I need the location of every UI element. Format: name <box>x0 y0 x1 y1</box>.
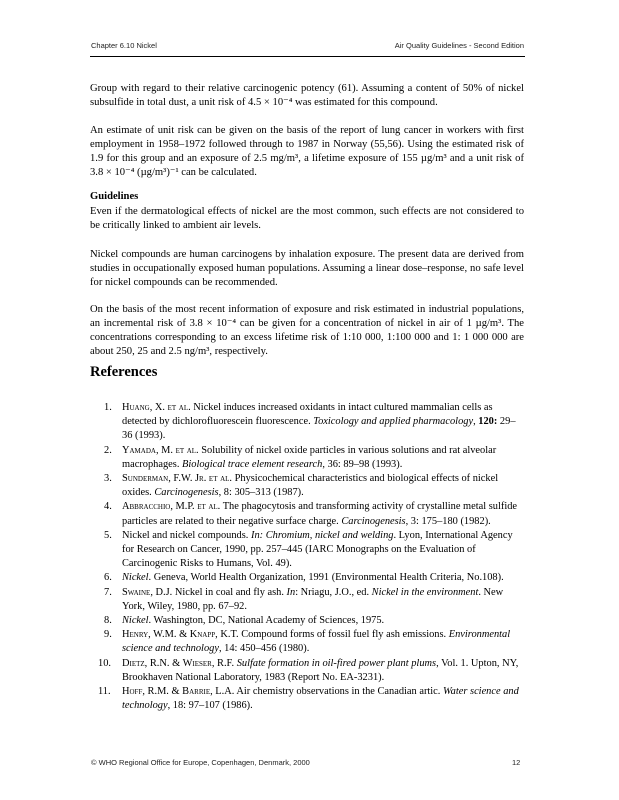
reference-number: 2. <box>104 444 112 456</box>
reference-authors: Huang, X. et al. <box>122 402 191 413</box>
reference-volume: 120: <box>478 416 498 428</box>
reference-number: 3. <box>104 473 112 485</box>
reference-text: : Nriagu, J.O., ed. <box>295 586 372 598</box>
reference-item <box>90 401 524 444</box>
reference-text: Solubility of nickel oxide particles in various solutions and rat alveolar macrophages. <box>122 444 497 470</box>
reference-title-italic: Toxicology and applied pharmacology <box>313 416 474 428</box>
references-heading: References <box>90 364 158 380</box>
reference-item <box>90 586 524 614</box>
reference-title-italic: Sulfate formation in oil-fired power plant plums <box>236 657 437 669</box>
reference-title-italic: Water science and technology <box>122 686 519 712</box>
reference-title-italic: Nickel <box>122 572 149 584</box>
reference-title-italic: Nickel <box>122 615 149 627</box>
paragraph-dermatological: Even if the dermatological effects of nickel are the most common, such effects are not considered to be critically linked to ambient air levels. <box>90 206 524 231</box>
reference-text: , 8: 305–313 (1987). <box>218 487 304 499</box>
reference-authors: Swaine, D.J. <box>122 586 173 598</box>
reference-item <box>90 628 524 656</box>
page-number: 12 <box>512 758 521 767</box>
reference-text: Nickel induces increased oxidants in intact cultured mammalian cells as detected by dichlorofluorescein fluorescence. <box>122 402 493 428</box>
reference-authors: Yamada, M. et al. <box>122 444 199 456</box>
reference-title-italic: Carcinogenesis <box>341 515 406 527</box>
reference-number: 6. <box>104 572 112 584</box>
reference-text: Nickel in coal and fly ash. <box>172 586 287 598</box>
reference-text: . Washington, DC, National Academy of Sciences, 1975. <box>148 615 385 627</box>
running-header-chapter: Chapter 6.10 Nickel <box>91 41 157 50</box>
reference-title-italic: Biological trace element research <box>182 458 323 470</box>
reference-text: , 36: 89–98 (1993). <box>322 458 403 470</box>
reference-authors: Sunderman, F.W. Jr. et al. <box>122 473 232 485</box>
reference-item <box>90 571 524 585</box>
reference-text: The phagocytosis and transforming activity of crystalline metal sulfide particles are related to their negative surface charge. <box>122 501 518 527</box>
paragraph-carcinogens: Nickel compounds are human carcinogens by inhalation exposure. The present data are derived from studies in occupationally exposed human populations. Assuming a linear dose–response, no safe level for nickel compounds can be recommended. <box>90 249 524 288</box>
references-list <box>90 401 524 713</box>
reference-text: , 3: 175–180 (1982). <box>405 515 491 527</box>
reference-item <box>90 685 524 713</box>
reference-text: Nickel and nickel compounds. <box>122 529 251 541</box>
reference-number: 4. <box>104 501 112 513</box>
paragraph-unit-risk-norway: An estimate of unit risk can be given on the basis of the report of lung cancer in workers with first employment in 1958–1972 followed through to 1987 in Norway (55,56). Using the estimated risk of 1.9 for this group and an exposure of 2.5 mg/m³, a lifetime exposure of 155 µg/m³ and a unit risk of 3.8 × 10⁻⁴ (µg/m³)⁻¹ can be calculated. <box>90 125 524 178</box>
reference-item <box>90 444 524 472</box>
reference-item <box>90 500 524 528</box>
reference-text: 29–36 (1993). <box>122 416 516 442</box>
reference-number: 8. <box>104 615 112 627</box>
reference-title-italic: Nickel in the environment <box>371 586 479 598</box>
reference-item <box>90 657 524 685</box>
reference-authors: Dietz, R.N. & Wieser, R.F. <box>122 657 235 669</box>
reference-number: 10. <box>98 657 111 669</box>
running-header-title: Air Quality Guidelines - Second Edition <box>394 41 524 50</box>
guidelines-heading: Guidelines <box>90 191 139 202</box>
reference-number: 5. <box>104 529 112 541</box>
header-divider <box>90 56 525 57</box>
reference-text: . Geneva, World Health Organization, 1991 (Environmental Health Criteria, No.108). <box>148 572 504 584</box>
reference-text: Air chemistry observations in the Canadian artic. <box>234 686 443 698</box>
reference-text: Physicochemical characteristics and biological effects of nickel oxides. <box>122 473 499 499</box>
reference-title-italic: In <box>286 586 296 598</box>
reference-text: , 18: 97–107 (1986). <box>167 700 253 712</box>
reference-item <box>90 472 524 500</box>
reference-number: 11. <box>98 686 111 698</box>
footer-copyright: © WHO Regional Office for Europe, Copenhagen, Denmark, 2000 <box>91 758 310 767</box>
reference-text: , <box>473 416 479 428</box>
reference-text: . New York, Wiley, 1980, pp. 67–92. <box>122 586 504 612</box>
reference-text: , Vol. 1. Upton, NY, Brookhaven National Laboratory, 1983 (Report No. EA-3231). <box>122 657 519 683</box>
reference-title-italic: Carcinogenesis <box>154 487 219 499</box>
reference-item <box>90 529 524 572</box>
reference-number: 7. <box>104 586 112 598</box>
reference-number: 1. <box>104 402 112 413</box>
paragraph-unit-risk-subsulfide: Group with regard to their relative carcinogenic potency (61). Assuming a content of 50% of nickel subsulfide in total dust, a unit risk of 4.5 × 10⁻⁴ was estimated for this compound. <box>90 83 524 108</box>
reference-title-italic: In: Chromium, nickel and welding <box>251 529 394 541</box>
reference-number: 9. <box>104 629 112 641</box>
reference-title-italic: Environmental science and technology <box>122 629 511 655</box>
reference-text: , 14: 450–456 (1980). <box>218 643 310 655</box>
reference-text: Compound forms of fossil fuel fly ash emissions. <box>238 629 449 641</box>
reference-item <box>90 614 524 628</box>
reference-authors: Hoff, R.M. & Barrie, L.A. <box>122 686 235 698</box>
reference-authors: Abbracchio, M.P. et al. <box>122 501 221 513</box>
reference-authors: Henry, W.M. & Knapp, K.T. <box>122 629 239 641</box>
reference-text: . Lyon, International Agency for Research on Cancer, 1990, pp. 257–445 (IARC Monographs on the Evaluation of Carcinogenic Risks to Humans, Vol. 49). <box>122 529 513 570</box>
paragraph-incremental-risk: On the basis of the most recent information of exposure and risk estimated in industrial populations, an incremental risk of 3.8 × 10⁻⁴ can be given for a concentration of nickel in air of 1 µg/m³. The concentrations corresponding to an excess lifetime risk of 1:10 000, 1:100 000 and 1: 1 000 000 are about 250, 25 and 2.5 ng/m³, respectively. <box>90 304 524 357</box>
